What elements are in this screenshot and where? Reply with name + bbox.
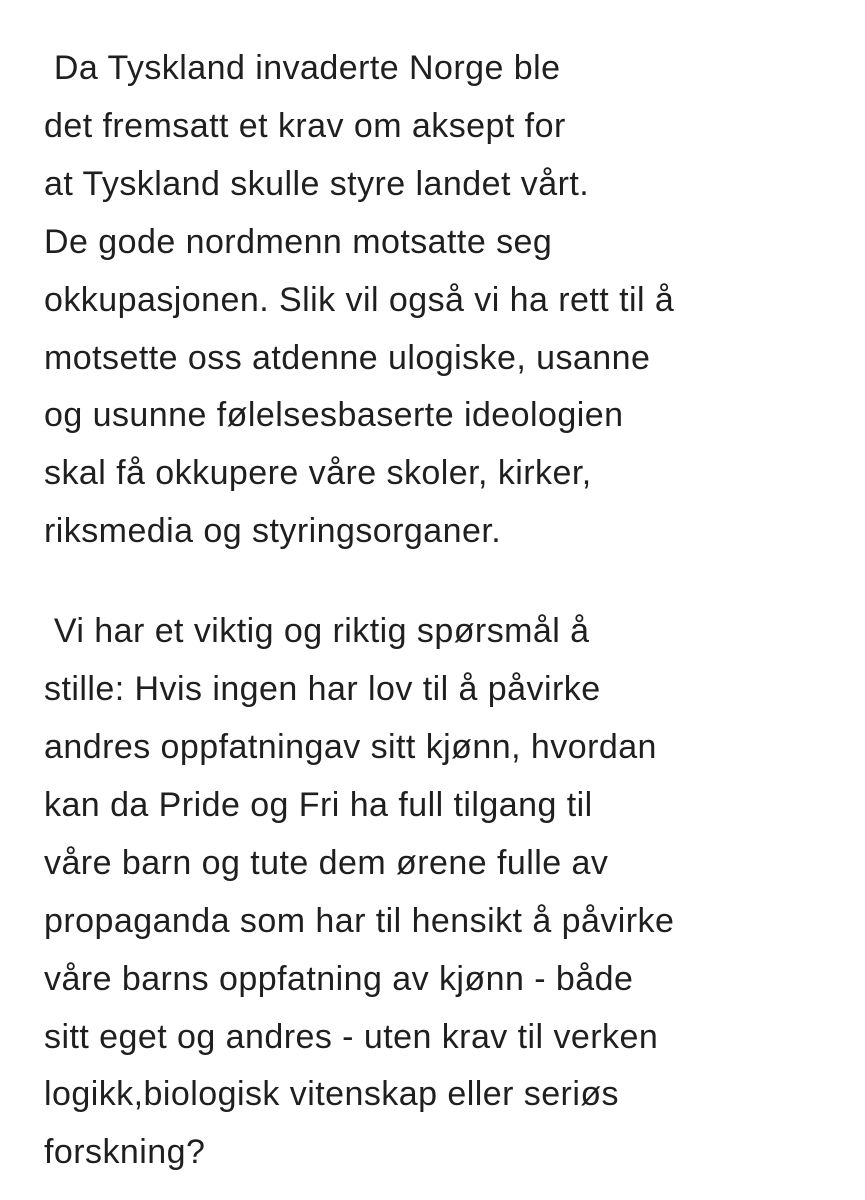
text-line: De gode nordmenn motsatte seg — [44, 222, 553, 261]
text-line: stille: Hvis ingen har lov til å påvirke — [44, 670, 601, 709]
text-line: våre barns oppfatning av kjønn - både — [44, 959, 634, 998]
text-line: Vi har et viktig og riktig spørsmål å — [44, 612, 590, 651]
text-line: skal få okkupere våre skoler, kirker, — [44, 454, 592, 493]
text-line: andres oppfatningav sitt kjønn, hvordan — [44, 727, 657, 766]
text-line: kan da Pride og Fri ha full tilgang til — [44, 785, 593, 824]
text-line: forskning? — [44, 1133, 206, 1172]
text-line: Da Tyskland invaderte Norge ble — [44, 49, 561, 87]
paragraph-invasion — [44, 40, 844, 561]
text-line: at Tyskland skulle styre landet vårt. — [44, 164, 590, 203]
text-line: og usunne følelsesbaserte ideologien — [44, 396, 624, 435]
text-line: det fremsatt et krav om aksept for — [44, 106, 566, 145]
text-line: sitt eget og andres - uten krav til verken — [44, 1017, 659, 1056]
text-line: logikk,biologisk vitenskap eller seriøs — [44, 1075, 619, 1114]
text-line: okkupasjonen. Slik vil også vi ha rett til å — [44, 280, 675, 319]
text-line: våre barn og tute dem ørene fulle av — [44, 843, 609, 882]
text-line: motsette oss atdenne ulogiske, usanne — [44, 338, 651, 377]
text-line: riksmedia og styringsorganer. — [44, 512, 502, 551]
article-body — [44, 40, 844, 1182]
paragraph-question — [44, 603, 844, 1182]
text-line: propaganda som har til hensikt å påvirke — [44, 901, 675, 940]
